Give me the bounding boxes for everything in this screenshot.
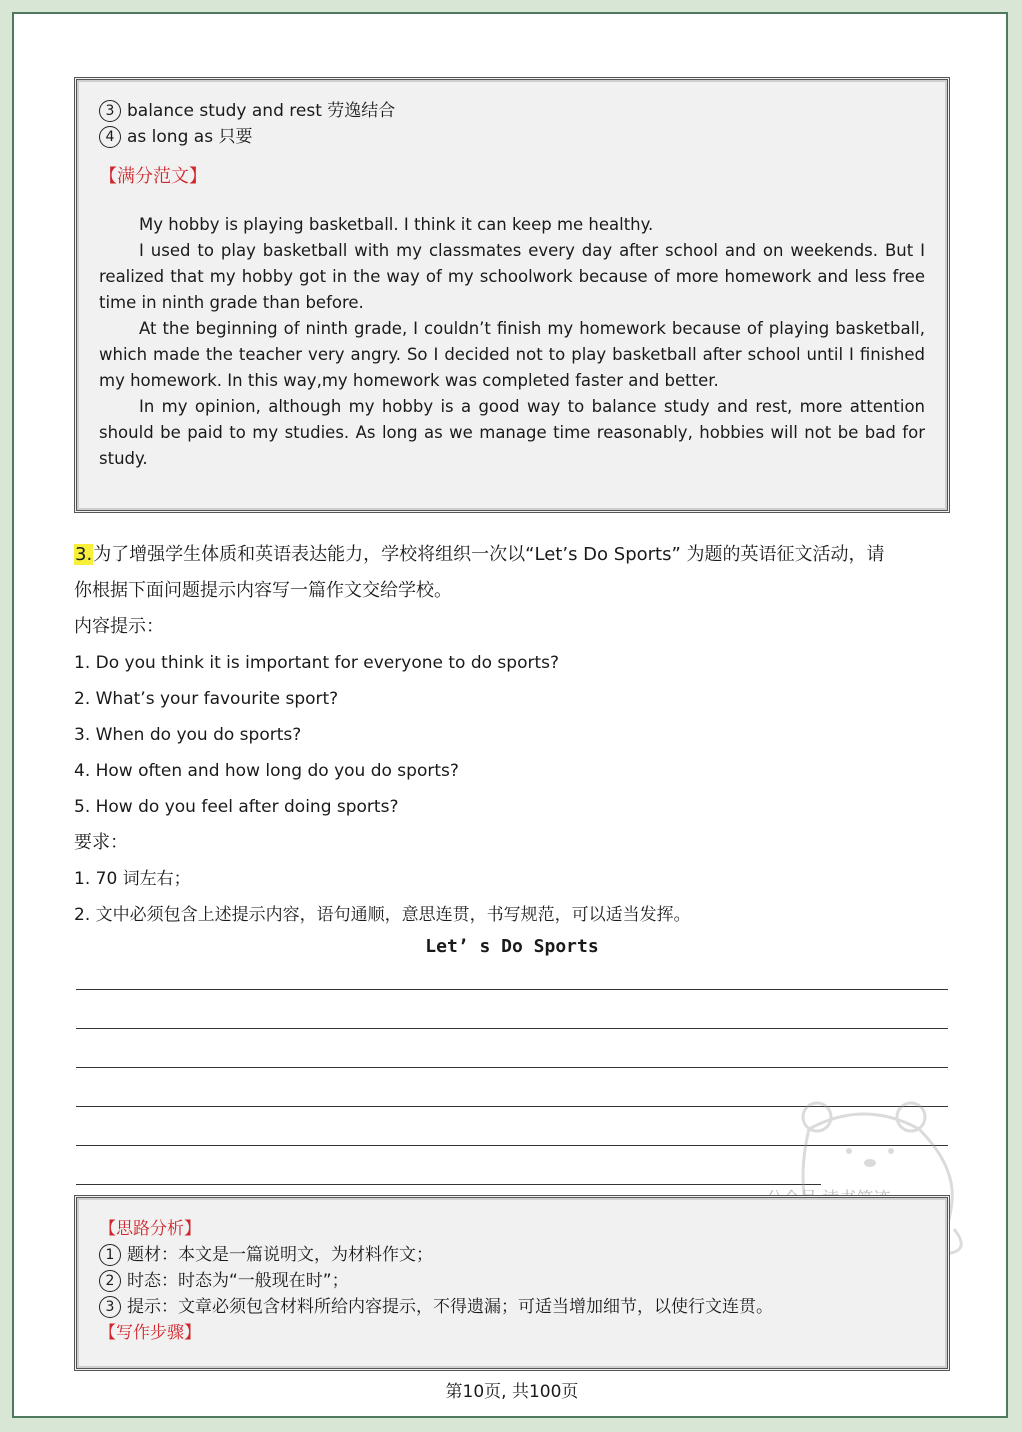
phrase-text: as long as 只要 [127, 127, 253, 147]
requirement-item: 1. 70 词左右； [74, 869, 191, 889]
analysis-item [99, 1268, 925, 1294]
hint-item: 2. What’s your favourite sport? [74, 689, 339, 709]
hint-item: 3. When do you do sports? [74, 725, 302, 745]
circled-number: 3 [99, 1296, 121, 1318]
hint-item: 1. Do you think it is important for everyone to do sports? [74, 653, 560, 673]
essay-paragraph: I used to play basketball with my classmates every day after school and on weekends. But I realized that my hobby got in the way of my schoolwork because of more homework and less free time in ninth grade than before. [99, 241, 925, 312]
sample-essay-box [74, 77, 950, 513]
analysis-text: 时态：时态为“一般现在时”； [127, 1271, 349, 1291]
essay-paragraph: In my opinion, although my hobby is a good way to balance study and rest, more attention should be paid to my studies. As long as we manage time reasonably, hobbies will not be bad for study. [99, 397, 925, 468]
analysis-item [99, 1242, 925, 1268]
question-intro [74, 537, 954, 573]
question-intro-line1: 为了增强学生体质和英语表达能力，学校将组织一次以“Let’s Do Sports” 为题的英语征文活动，请 [93, 544, 885, 565]
circled-number: 2 [99, 1270, 121, 1292]
writing-line [76, 989, 948, 990]
question-block [74, 537, 954, 933]
question-number: 3. [75, 544, 93, 565]
requirement-item: 2. 文中必须包含上述提示内容，语句通顺，意思连贯，书写规范，可以适当发挥。 [74, 905, 691, 925]
document-page [12, 12, 1008, 1418]
phrase-text: balance study and rest 劳逸结合 [127, 101, 396, 121]
question-intro-line2: 你根据下面问题提示内容写一篇作文交给学校。 [74, 580, 452, 601]
hint-item: 4. How often and how long do you do sports? [74, 761, 459, 781]
circled-number: 3 [99, 100, 121, 122]
essay-paragraph: At the beginning of ninth grade, I couldn’t finish my homework because of playing basketball, which made the teacher very angry. So I decided not to play basketball after school until I finished my homework. In this way,my homework was completed faster and better. [99, 319, 925, 390]
analysis-text: 题材：本文是一篇说明文，为材料作文； [127, 1245, 433, 1265]
hint-label: 内容提示： [74, 616, 164, 637]
writing-line [76, 1184, 821, 1185]
requirement-label: 要求： [74, 832, 128, 853]
writing-line [76, 1028, 948, 1029]
phrase-item [99, 124, 925, 150]
analysis-heading: 【思路分析】 [99, 1219, 201, 1239]
essay-paragraph: My hobby is playing basketball. I think it can keep me healthy. [139, 215, 654, 234]
sample-essay-text [99, 212, 925, 472]
circled-number: 4 [99, 126, 121, 148]
analysis-item [99, 1294, 925, 1320]
essay-title: Let’ s Do Sports [425, 936, 599, 957]
sample-essay-heading: 【满分范文】 [99, 166, 207, 187]
writing-line [76, 1067, 948, 1068]
phrase-item [99, 98, 925, 124]
hint-item: 5. How do you feel after doing sports? [74, 797, 399, 817]
page-number: 第10页, 共100页 [445, 1382, 579, 1402]
analysis-box [74, 1195, 950, 1371]
analysis-text: 提示：文章必须包含材料所给内容提示，不得遗漏；可适当增加细节，以使行文连贯。 [127, 1297, 773, 1317]
circled-number: 1 [99, 1244, 121, 1266]
writing-steps-heading: 【写作步骤】 [99, 1323, 201, 1343]
